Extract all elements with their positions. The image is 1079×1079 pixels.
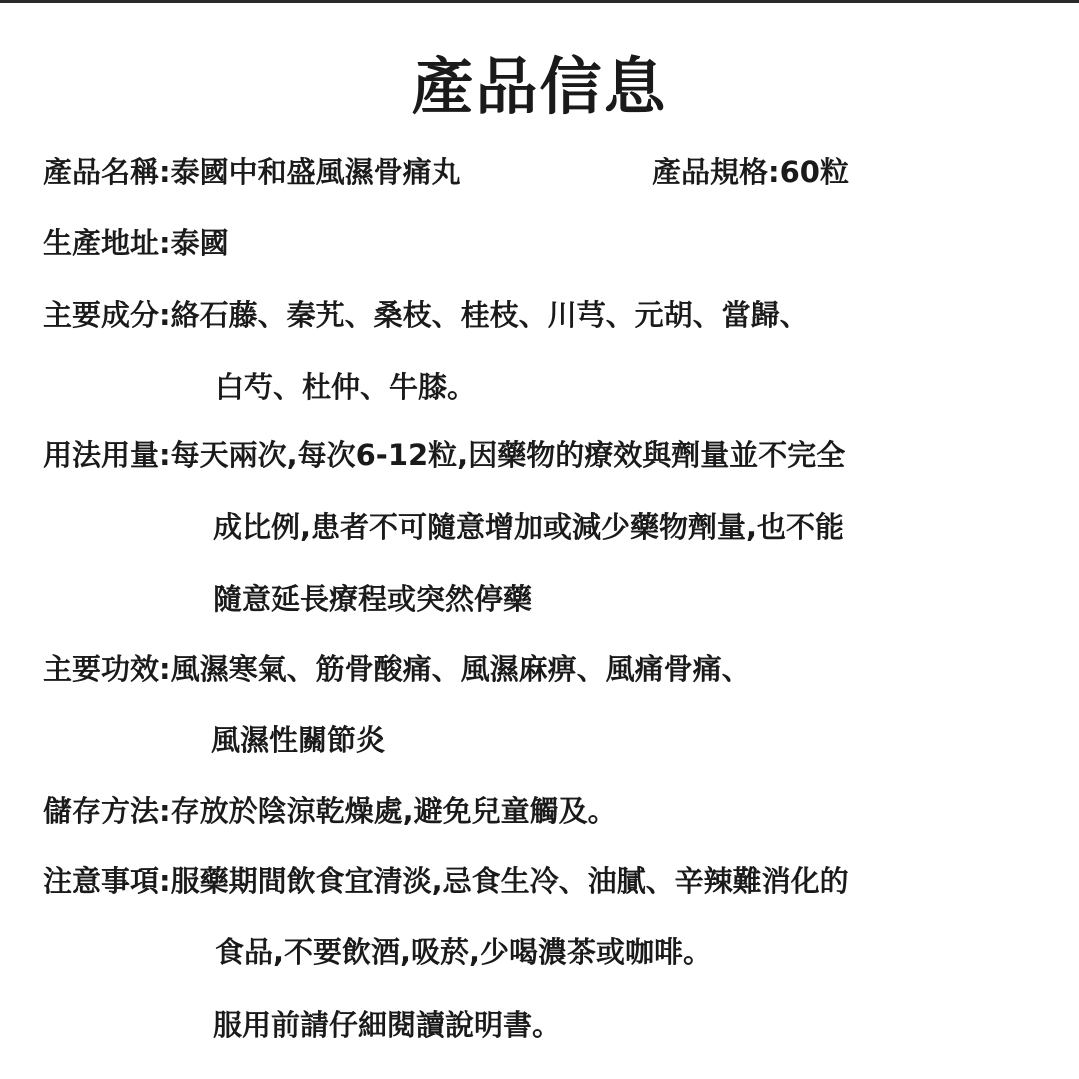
dosage-line-continued-2: 隨意延長療程或突然停藥: [213, 582, 533, 616]
dosage-line-continued-1: 成比例,患者不可隨意增加或減少藥物劑量,也不能: [213, 510, 845, 544]
storage-line: 儲存方法:存放於陰涼乾燥處,避免兒童觸及。: [43, 794, 617, 828]
page-title: 產品信息: [411, 50, 668, 123]
efficacy-line: 主要功效:風濕寒氣、筋骨酸痛、風濕麻痹、風痛骨痛、: [43, 652, 751, 686]
product-name-line: 產品名稱:泰國中和盛風濕骨痛丸: [43, 155, 461, 189]
ingredients-line: 主要成分:絡石藤、秦艽、桑枝、桂枝、川芎、元胡、當歸、: [43, 298, 809, 332]
precautions-line-continued-1: 食品,不要飲酒,吸菸,少喝濃茶或咖啡。: [215, 935, 713, 969]
production-address-line: 生產地址:泰國: [43, 226, 229, 260]
precautions-line: 注意事項:服藥期間飲食宜清淡,忌食生冷、油膩、辛辣難消化的: [43, 864, 849, 898]
dosage-line: 用法用量:每天兩次,每次6-12粒,因藥物的療效與劑量並不完全: [43, 438, 846, 472]
precautions-line-continued-2: 服用前請仔細閱讀說明書。: [213, 1008, 562, 1042]
efficacy-line-continued: 風濕性關節炎: [211, 723, 386, 757]
product-spec-line: 產品規格:60粒: [652, 155, 849, 189]
ingredients-line-continued: 白芍、杜仲、牛膝。: [215, 370, 477, 404]
